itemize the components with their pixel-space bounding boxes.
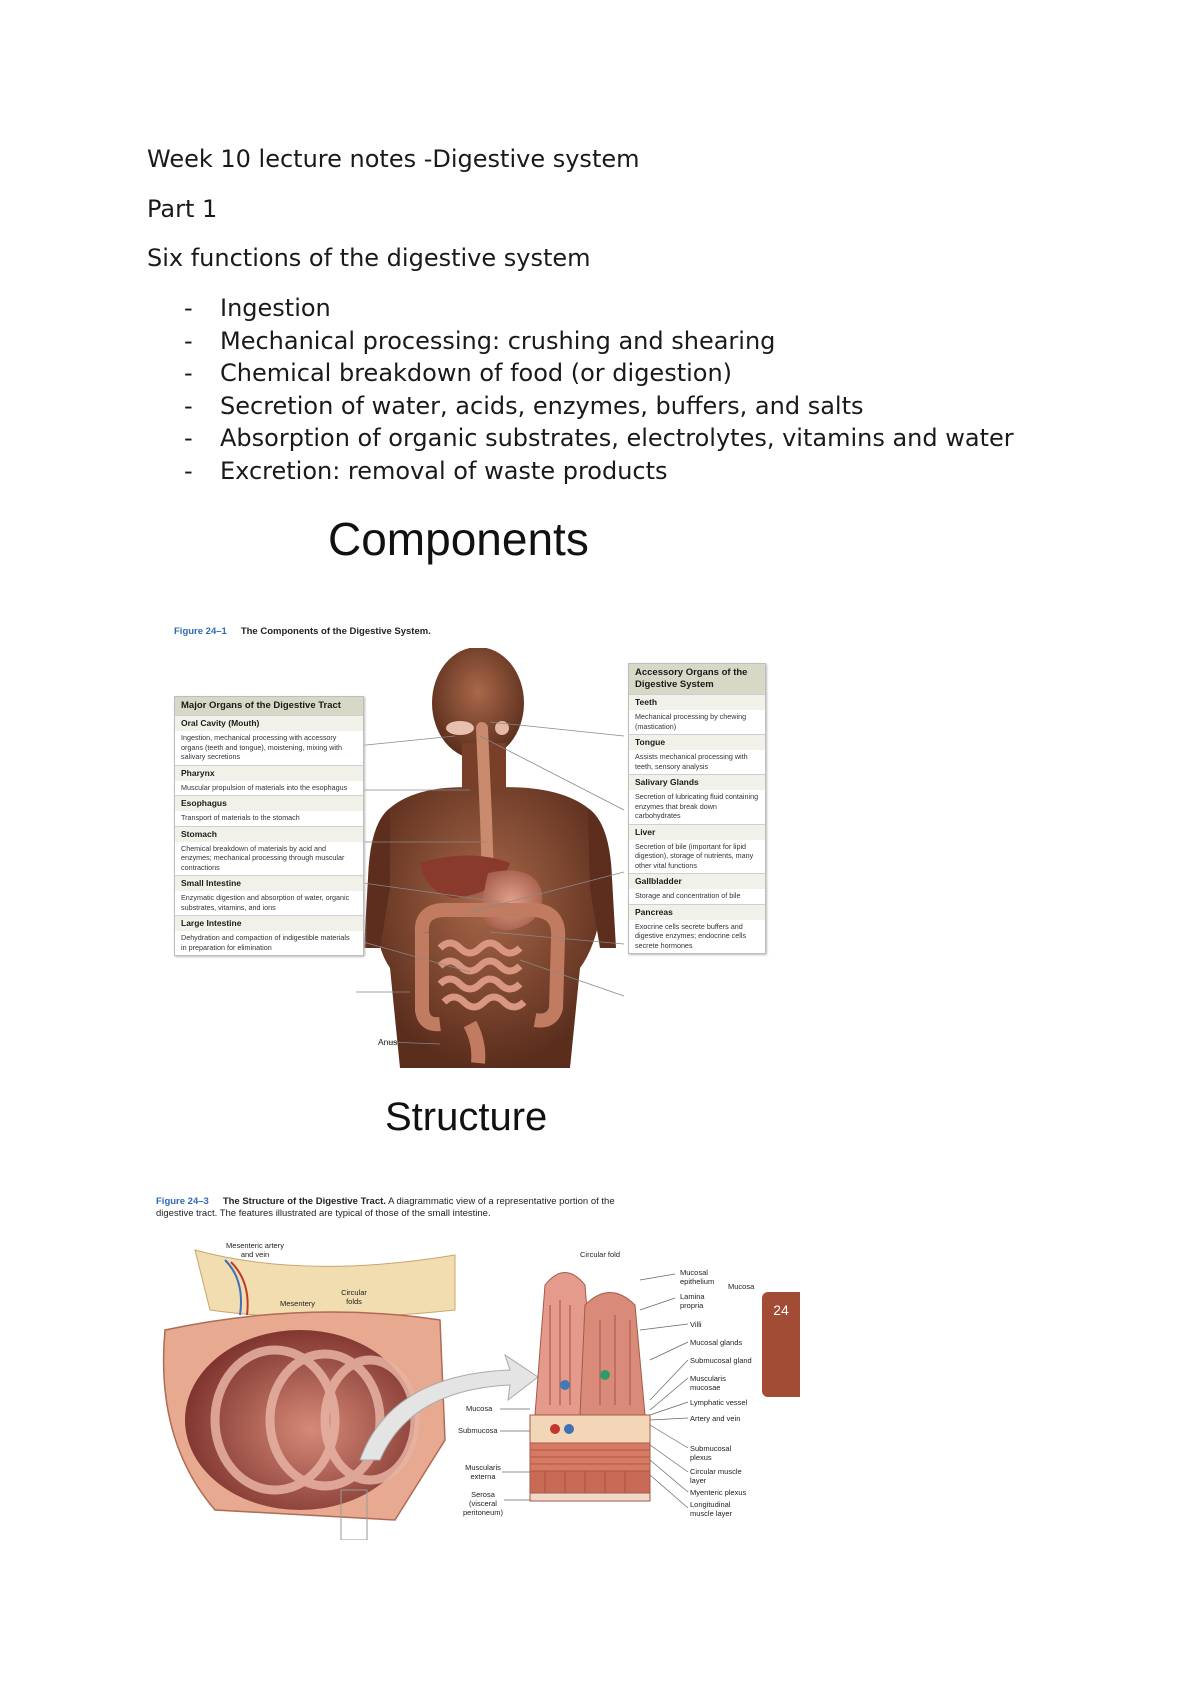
list-item: Gallbladder Storage and concentration of bile (629, 873, 765, 904)
label-muscularis-mucosae: Muscularis mucosae (690, 1374, 726, 1392)
label-circular-fold: Circular fold (580, 1250, 621, 1259)
label-mucosa-group: Mucosa (728, 1282, 755, 1291)
figure2-caption: Figure 24–3 The Structure of the Digestive Tract. A diagrammatic view of a representative portion of the digestive tract. The features illustrated are typical of those of the small intestine. (156, 1196, 615, 1219)
structure-leader-lines (440, 1250, 710, 1530)
label-submucosal-plexus: Submucosal plexus (690, 1444, 732, 1462)
label-villi: Villi (690, 1320, 702, 1329)
label-myenteric-plexus: Myenteric plexus (690, 1488, 747, 1497)
anus-label: Anus (378, 1037, 398, 1047)
label-longitudinal-muscle: Longitudinal muscle layer (690, 1500, 733, 1518)
chapter-tab: 24 (762, 1292, 800, 1397)
label-mucosal-glands: Mucosal glands (690, 1338, 743, 1347)
label-serosa: Serosa (visceral peritoneum) (462, 1490, 504, 1517)
label-artery-vein: Artery and vein (690, 1414, 741, 1423)
list-item: Stomach Chemical breakdown of materials by acid and enzymes; mechanical processing through muscular contractions (175, 826, 363, 876)
label-muscularis-externa: Muscularis externa (465, 1463, 501, 1481)
list-item: - Absorption of organic substrates, electrolytes, vitamins and water (184, 424, 1014, 452)
accessory-organs-heading: Accessory Organs of the Digestive System (629, 664, 765, 694)
label-circular-folds: Circular folds (341, 1288, 367, 1306)
major-organs-heading: Major Organs of the Digestive Tract (175, 697, 363, 715)
list-item: - Mechanical processing: crushing and shearing (184, 326, 776, 355)
label-mesentery: Mesentery (280, 1299, 316, 1308)
list-item: Pancreas Exocrine cells secrete buffers and digestive enzymes; endocrine cells secrete hormones (629, 904, 765, 954)
functions-heading: Six functions of the digestive system (147, 244, 591, 272)
list-item: Pharynx Muscular propulsion of materials into the esophagus (175, 765, 363, 796)
functions-list (184, 292, 1014, 487)
structure-slide-title: Structure (385, 1095, 548, 1139)
label-mucosa: Mucosa (466, 1404, 493, 1413)
list-item: Esophagus Transport of materials to the stomach (175, 795, 363, 826)
label-submucosal-gland: Submucosal gland (690, 1356, 752, 1365)
figure1-caption: Figure 24–1 The Components of the Digestive System. (174, 626, 431, 637)
accessory-organs-panel (628, 663, 766, 954)
list-item: - Chemical breakdown of food (or digestion) (184, 359, 733, 387)
part-label: Part 1 (147, 195, 218, 223)
list-item: Tongue Assists mechanical processing with teeth, sensory analysis (629, 734, 765, 774)
list-item: - Secretion of water, acids, enzymes, buffers, and salts (184, 391, 864, 420)
label-lamina-propria: Lamina propria (680, 1292, 705, 1310)
components-slide-title: Components (328, 513, 589, 565)
list-item: Teeth Mechanical processing by chewing (mastication) (629, 694, 765, 734)
list-item: Salivary Glands Secretion of lubricating fluid containing enzymes that break down carbohydrates (629, 774, 765, 824)
label-mucosal-epithelium: Mucosal epithelium (680, 1268, 715, 1286)
list-item: Large Intestine Dehydration and compaction of indigestible materials in preparation for elimination (175, 915, 363, 955)
label-mesenteric: Mesenteric artery and vein (226, 1241, 284, 1259)
list-item: Small Intestine Enzymatic digestion and absorption of water, organic substrates, vitamins, and ions (175, 875, 363, 915)
list-item: Oral Cavity (Mouth) Ingestion, mechanical processing with accessory organs (teeth and tongue), moistening, mixing with salivary secretions (175, 715, 363, 765)
list-item: Liver Secretion of bile (important for lipid digestion), storage of nutrients, many other vital functions (629, 824, 765, 874)
label-circular-muscle: Circular muscle layer (690, 1467, 742, 1485)
document-title: Week 10 lecture notes -Digestive system (147, 145, 640, 173)
label-lymphatic-vessel: Lymphatic vessel (690, 1398, 748, 1407)
label-submucosa: Submucosa (458, 1426, 498, 1435)
list-item: - Ingestion (184, 294, 331, 322)
list-item: - Excretion: removal of waste products (184, 456, 668, 485)
major-organs-panel (174, 696, 364, 956)
